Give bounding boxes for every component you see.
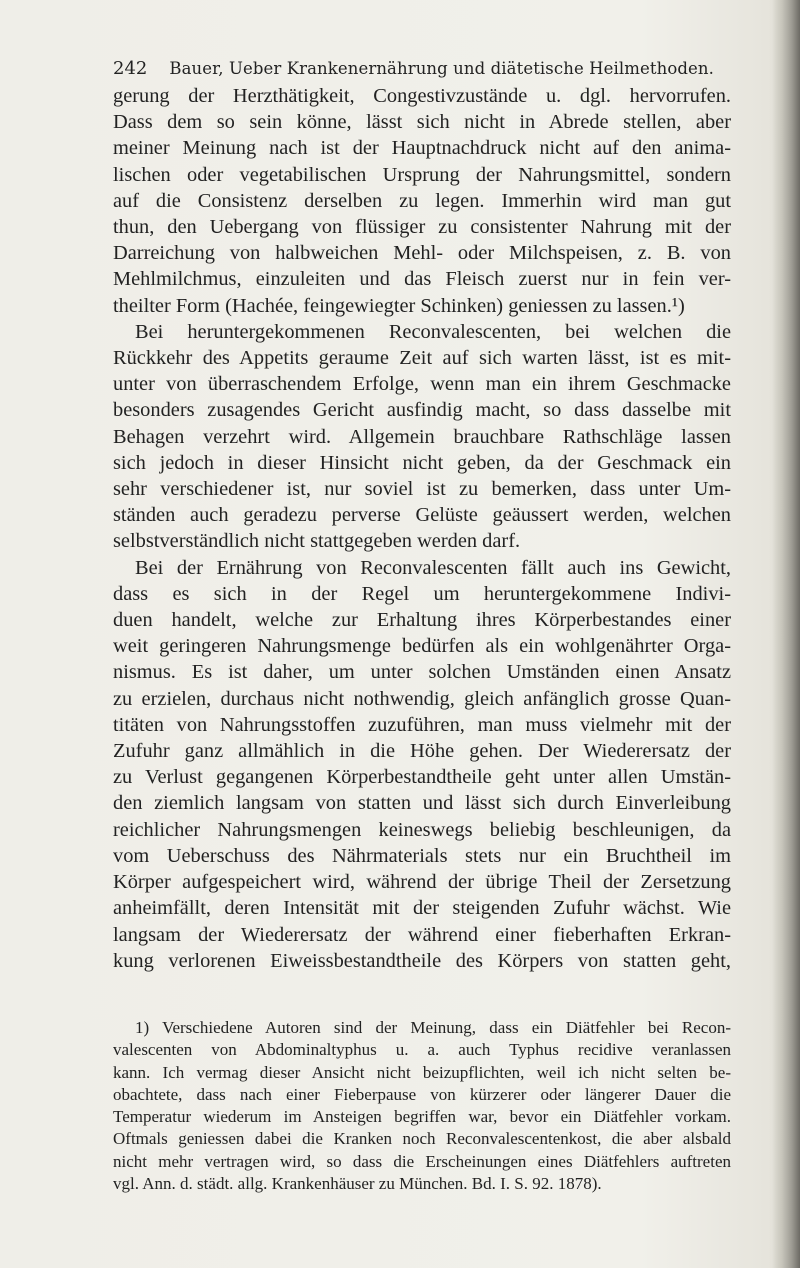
text-line: Dass dem so sein könne, lässt sich nicht in Abrede stellen, aber: [113, 111, 731, 134]
footnote-line: 1) Verschiedene Autoren sind der Meinung, dass ein Diätfehler bei Recon-: [135, 1018, 731, 1037]
text-line: gerung der Herzthätigkeit, Congestivzustände u. dgl. hervorrufen.: [113, 85, 731, 107]
footnote-line: Oftmals geniessen dabei die Kranken noch Reconvalescentenkost, die aber alsbald: [113, 1129, 731, 1149]
footnote-line: obachtete, dass nach einer Fieberpause von kürzerer oder längerer Dauer die: [113, 1084, 731, 1104]
text-line: lischen oder vegetabilischen Ursprung der Nahrungsmittel, sondern: [113, 163, 731, 186]
page-number: 242: [113, 58, 148, 79]
text-line: vom Ueberschuss des Nährmaterials stets nur ein Bruchtheil im: [113, 844, 731, 867]
text-line: sich jedoch in dieser Hinsicht nicht geben, da der Geschmack ein: [113, 451, 731, 474]
footnote-line: valescenten von Abdominaltyphus u. a. auch Typhus recidive veranlassen: [113, 1040, 731, 1060]
footnote-block: [113, 1017, 731, 1195]
text-line: Rückkehr des Appetits geraume Zeit auf sich warten lässt, ist es mit-: [113, 347, 731, 370]
text-line: reichlicher Nahrungsmengen keineswegs beliebig beschleunigen, da: [113, 818, 731, 841]
text-line: meiner Meinung nach ist der Hauptnachdruck nicht auf den anima-: [113, 137, 731, 160]
text-line: weit geringeren Nahrungsmenge bedürfen als ein wohlgenährter Orga-: [113, 635, 731, 658]
text-line: zu Verlust gegangenen Körperbestandtheile geht unter allen Umstän-: [113, 766, 731, 789]
text-line: nismus. Es ist daher, um unter solchen Umständen einen Ansatz: [113, 661, 731, 684]
text-line: duen handelt, welche zur Erhaltung ihres Körperbestandes einer: [113, 609, 731, 632]
main-text: [113, 83, 731, 974]
text-line: Körper aufgespeichert wird, während der übrige Theil der Zersetzung: [113, 871, 731, 894]
text-line: auf die Consistenz derselben zu legen. Immerhin wird man gut: [113, 189, 731, 212]
text-line: Bei der Ernährung von Reconvalescenten fällt auch ins Gewicht,: [135, 556, 731, 579]
text-line: Darreichung von halbweichen Mehl- oder Milchspeisen, z. B. von: [113, 242, 731, 265]
text-line: dass es sich in der Regel um heruntergekommene Indivi-: [113, 582, 731, 605]
text-line: sehr verschiedener ist, nur soviel ist zu bemerken, dass unter Um-: [113, 478, 731, 501]
text-line: Behagen verzehrt wird. Allgemein brauchbare Rathschläge lassen: [113, 425, 731, 448]
text-line: titäten von Nahrungsstoffen zuzuführen, man muss vielmehr mit der: [113, 713, 731, 736]
footnote-line: kann. Ich vermag dieser Ansicht nicht beizupflichten, weil ich nicht selten be-: [113, 1062, 731, 1082]
footnote-line: nicht mehr vertragen wird, so dass die Erscheinungen eines Diätfehlers auftreten: [113, 1151, 731, 1171]
footnote-line: vgl. Ann. d. städt. allg. Krankenhäuser zu München. Bd. I. S. 92. 1878).: [113, 1174, 602, 1194]
text-line: den ziemlich langsam von statten und lässt sich durch Einverleibung: [113, 792, 731, 815]
text-line: thun, den Uebergang von flüssiger zu consistenter Nahrung mit der: [113, 216, 731, 239]
text-line: unter von überraschendem Erfolge, wenn man ein ihrem Geschmacke: [113, 373, 731, 396]
footnote-line: Temperatur wiederum im Ansteigen begriffen war, bevor ein Diätfehler vorkam.: [113, 1107, 731, 1127]
running-title: Bauer, Ueber Krankenernährung und diätetische Heilmethoden.: [169, 59, 714, 78]
text-line: Bei heruntergekommenen Reconvalescenten, bei welchen die: [135, 320, 731, 343]
text-line: ständen auch geradezu perverse Gelüste geäussert werden, welchen: [113, 504, 731, 527]
text-line: zu erzielen, durchaus nicht nothwendig, gleich anfänglich grosse Quan-: [113, 687, 731, 710]
text-line: selbstverständlich nicht stattgegeben werden darf.: [113, 530, 521, 553]
text-line: besonders zusagendes Gericht ausfindig macht, so dass dasselbe mit: [113, 399, 731, 422]
text-line: kung verlorenen Eiweissbestandtheile des Körpers von statten geht,: [113, 949, 731, 972]
text-line: langsam der Wiederersatz der während einer fieberhaften Erkran-: [113, 923, 731, 946]
text-line: Mehlmilchmus, einzuleiten und das Fleisch zuerst nur in fein ver-: [113, 268, 731, 291]
text-line: anheimfällt, deren Intensität mit der steigenden Zufuhr wächst. Wie: [113, 897, 731, 920]
text-line: theilter Form (Hachée, feingewiegter Schinken) geniessen zu lassen.¹): [113, 294, 685, 317]
running-header: [113, 58, 733, 79]
text-line: Zufuhr ganz allmählich in die Höhe gehen. Der Wiederersatz der: [113, 740, 731, 763]
page-binding-edge: [772, 0, 800, 1268]
